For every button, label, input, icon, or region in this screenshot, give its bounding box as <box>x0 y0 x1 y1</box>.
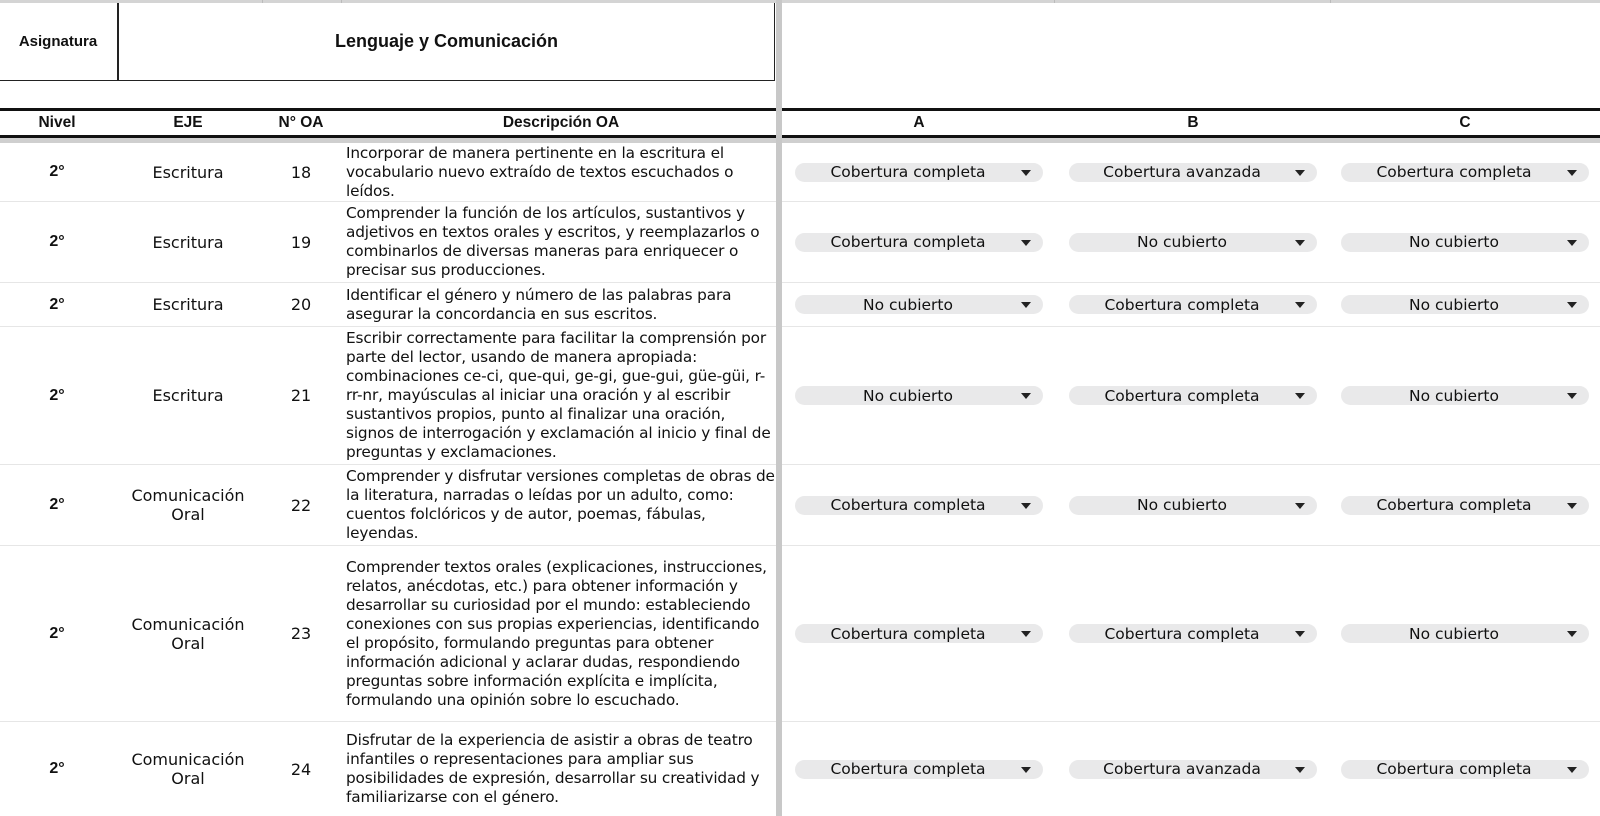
description-text: Disfrutar de la experiencia de asistir a obras de teatro infantiles o representaciones para ampliar sus posibilidades de expresión, desarrollar su creatividad y familiarizarse con el género. <box>346 731 760 806</box>
oa-number-text: 23 <box>290 624 312 643</box>
description-cell[interactable] <box>346 327 776 464</box>
coverage-dropdown-b[interactable] <box>1069 233 1317 252</box>
nivel-text: 2° <box>49 760 65 777</box>
dropdown-value: Cobertura completa <box>830 760 986 778</box>
eje-text: Comunicación Oral <box>131 750 245 788</box>
dropdown-arrow-icon <box>1295 240 1305 246</box>
eje-text: Escritura <box>152 162 224 182</box>
coverage-dropdown-b[interactable] <box>1069 386 1317 405</box>
oa-number-text: 19 <box>290 232 312 252</box>
dropdown-arrow-icon <box>1567 170 1577 176</box>
dropdown-value: No cubierto <box>863 386 953 405</box>
description-cell[interactable] <box>346 546 776 721</box>
nivel-cell[interactable] <box>0 283 114 326</box>
nivel-text: 2° <box>49 163 65 180</box>
coverage-dropdown-a[interactable] <box>795 386 1043 405</box>
dropdown-value: Cobertura completa <box>1104 386 1260 405</box>
oa-number-cell[interactable] <box>262 327 340 464</box>
table-row <box>0 722 1600 816</box>
coverage-cell-a <box>782 327 1056 464</box>
dropdown-arrow-icon <box>1567 302 1577 308</box>
dropdown-value: Cobertura avanzada <box>1103 163 1261 181</box>
description-cell[interactable] <box>346 202 776 282</box>
coverage-cell-b <box>1056 202 1330 282</box>
table-row <box>0 143 1600 202</box>
column-header-row <box>0 108 1600 138</box>
oa-number-text: 22 <box>290 495 312 515</box>
coverage-cell-c <box>1330 143 1600 201</box>
dropdown-arrow-icon <box>1567 240 1577 246</box>
nivel-cell[interactable] <box>0 546 114 721</box>
eje-text: Comunicación Oral <box>131 614 245 653</box>
coverage-dropdown-a[interactable] <box>795 760 1043 779</box>
coverage-dropdown-a[interactable] <box>795 295 1043 314</box>
coverage-dropdown-c[interactable] <box>1341 233 1589 252</box>
eje-cell[interactable] <box>114 327 262 464</box>
coverage-cell-c <box>1330 283 1600 326</box>
coverage-cell-b <box>1056 465 1330 545</box>
description-text: Comprender y disfrutar versiones completas de obras de la literatura, narradas o leídas por un adulto, como: cuentos folclóricos y de autor, poemas, fábulas, leyendas. <box>346 467 775 542</box>
dropdown-arrow-icon <box>1021 240 1031 246</box>
coverage-dropdown-a[interactable] <box>795 163 1043 182</box>
nivel-cell[interactable] <box>0 202 114 282</box>
description-cell[interactable] <box>346 283 776 326</box>
dropdown-arrow-icon <box>1021 170 1031 176</box>
dropdown-value: Cobertura avanzada <box>1103 760 1261 778</box>
coverage-dropdown-a[interactable] <box>795 496 1043 515</box>
column-divider <box>1054 0 1055 3</box>
column-header-nivel[interactable]: Nivel <box>38 114 76 131</box>
dropdown-value: No cubierto <box>1409 624 1499 643</box>
eje-cell[interactable] <box>114 202 262 282</box>
nivel-text: 2° <box>49 496 65 513</box>
table-row <box>0 202 1600 283</box>
column-header-a[interactable]: A <box>913 114 925 131</box>
eje-cell[interactable] <box>114 283 262 326</box>
description-cell[interactable] <box>346 465 776 545</box>
dropdown-arrow-icon <box>1021 631 1031 637</box>
dropdown-value: Cobertura completa <box>830 496 986 514</box>
coverage-dropdown-c[interactable] <box>1341 295 1589 314</box>
eje-cell[interactable] <box>114 143 262 201</box>
oa-number-cell[interactable] <box>262 202 340 282</box>
frozen-columns-divider[interactable] <box>776 0 782 816</box>
dropdown-arrow-icon <box>1021 393 1031 399</box>
dropdown-arrow-icon <box>1295 393 1305 399</box>
dropdown-value: No cubierto <box>1137 233 1227 251</box>
dropdown-value: Cobertura completa <box>1376 760 1532 778</box>
oa-number-text: 20 <box>290 295 312 314</box>
oa-number-cell[interactable] <box>262 465 340 545</box>
dropdown-value: Cobertura completa <box>1376 163 1532 181</box>
coverage-dropdown-b[interactable] <box>1069 163 1317 182</box>
oa-number-text: 18 <box>290 162 312 182</box>
coverage-cell-c <box>1330 546 1600 721</box>
dropdown-value: No cubierto <box>1409 233 1499 251</box>
dropdown-arrow-icon <box>1567 631 1577 637</box>
coverage-cell-a <box>782 546 1056 721</box>
column-header-descripcion[interactable]: Descripción OA <box>502 114 620 131</box>
eje-cell[interactable] <box>114 722 262 816</box>
description-text: Incorporar de manera pertinente en la escritura el vocabulario nuevo extraído de textos escuchados o leídos. <box>346 143 734 200</box>
eje-text: Escritura <box>152 386 224 405</box>
column-divider <box>1330 0 1331 3</box>
eje-text: Comunicación Oral <box>131 486 245 524</box>
dropdown-value: Cobertura completa <box>830 624 986 643</box>
coverage-cell-c <box>1330 465 1600 545</box>
nivel-text: 2° <box>49 233 65 250</box>
coverage-cell-b <box>1056 722 1330 816</box>
dropdown-value: Cobertura completa <box>1376 496 1532 514</box>
coverage-dropdown-c[interactable] <box>1341 624 1589 643</box>
eje-text: Escritura <box>152 232 224 252</box>
dropdown-arrow-icon <box>1021 302 1031 308</box>
dropdown-value: No cubierto <box>1137 496 1227 514</box>
coverage-dropdown-c[interactable] <box>1341 163 1589 182</box>
coverage-dropdown-b[interactable] <box>1069 295 1317 314</box>
coverage-dropdown-c[interactable] <box>1341 760 1589 779</box>
coverage-dropdown-b[interactable] <box>1069 496 1317 515</box>
dropdown-arrow-icon <box>1295 767 1305 773</box>
nivel-cell[interactable] <box>0 465 114 545</box>
oa-number-text: 24 <box>290 759 312 779</box>
coverage-cell-c <box>1330 327 1600 464</box>
nivel-cell[interactable] <box>0 327 114 464</box>
eje-cell[interactable] <box>114 465 262 545</box>
dropdown-arrow-icon <box>1567 503 1577 509</box>
coverage-dropdown-b[interactable] <box>1069 760 1317 779</box>
eje-text: Escritura <box>152 295 224 314</box>
coverage-dropdown-c[interactable] <box>1341 496 1589 515</box>
dropdown-arrow-icon <box>1295 631 1305 637</box>
coverage-cell-c <box>1330 202 1600 282</box>
nivel-text: 2° <box>49 295 65 313</box>
coverage-dropdown-b[interactable] <box>1069 624 1317 643</box>
coverage-cell-a <box>782 143 1056 201</box>
dropdown-arrow-icon <box>1295 170 1305 176</box>
description-text: Comprender la función de los artículos, sustantivos y adjetivos en textos orales y escritos, y reemplazarlos o combinarlos de diversas maneras para enriquecer o precisar sus producciones. <box>346 204 760 279</box>
column-header-c[interactable]: C <box>1459 114 1471 131</box>
description-text: Comprender textos orales (explicaciones, instrucciones, relatos, anécdotas, etc.) para obtener información y desarrollar su curiosidad por el mundo: estableciendo conexiones con sus propias experiencias, identificando el propósito, formulando preguntas para obtener información adicional y aclarar dudas, respondiendo preguntas sobre información explícita e implícita, formulando una opinión sobre lo escuchado. <box>346 557 767 709</box>
column-header-eje[interactable]: EJE <box>173 114 203 131</box>
oa-number-cell[interactable] <box>262 722 340 816</box>
description-cell[interactable] <box>346 143 776 201</box>
dropdown-arrow-icon <box>1021 503 1031 509</box>
coverage-cell-b <box>1056 283 1330 326</box>
coverage-dropdown-a[interactable] <box>795 624 1043 643</box>
column-header-num-oa[interactable]: N° OA <box>278 114 324 131</box>
coverage-dropdown-c[interactable] <box>1341 386 1589 405</box>
description-text: Escribir correctamente para facilitar la comprensión por parte del lector, usando de manera apropiada: combinaciones ce-ci, que-qui, ge-gi, gue-gui, güe-güi, r-rr-nr, mayúsculas al iniciar una oración y al escribir sustantivos propios, punto al finalizar una oración, signos de interrogación y exclamación al inicio y final de preguntas y exclamaciones. <box>346 329 771 461</box>
coverage-dropdown-a[interactable] <box>795 233 1043 252</box>
coverage-cell-b <box>1056 546 1330 721</box>
dropdown-value: Cobertura completa <box>1104 295 1260 314</box>
coverage-cell-a <box>782 283 1056 326</box>
nivel-cell[interactable] <box>0 722 114 816</box>
coverage-cell-a <box>782 722 1056 816</box>
dropdown-arrow-icon <box>1021 767 1031 773</box>
coverage-cell-a <box>782 202 1056 282</box>
subject-label: Asignatura <box>0 3 119 80</box>
coverage-cell-c <box>1330 722 1600 816</box>
eje-cell[interactable] <box>114 546 262 721</box>
nivel-text: 2° <box>49 386 65 404</box>
dropdown-arrow-icon <box>1567 767 1577 773</box>
table-row <box>0 283 1600 327</box>
dropdown-arrow-icon <box>1295 503 1305 509</box>
nivel-cell[interactable] <box>0 143 114 201</box>
oa-number-cell[interactable] <box>262 143 340 201</box>
description-text: Identificar el género y número de las palabras para asegurar la concordancia en sus escritos. <box>346 285 732 323</box>
dropdown-value: Cobertura completa <box>830 163 986 181</box>
subject-header <box>0 3 775 81</box>
dropdown-arrow-icon <box>1295 302 1305 308</box>
oa-number-cell[interactable] <box>262 283 340 326</box>
description-cell[interactable] <box>346 722 776 816</box>
table-row <box>0 546 1600 722</box>
subject-value[interactable]: Lenguaje y Comunicación <box>334 31 559 51</box>
dropdown-value: Cobertura completa <box>1104 624 1260 643</box>
oa-number-cell[interactable] <box>262 546 340 721</box>
oa-number-text: 21 <box>290 386 312 405</box>
dropdown-value: No cubierto <box>1409 386 1499 405</box>
dropdown-arrow-icon <box>1567 393 1577 399</box>
dropdown-value: No cubierto <box>863 295 953 314</box>
coverage-cell-a <box>782 465 1056 545</box>
table-row <box>0 327 1600 465</box>
coverage-cell-b <box>1056 143 1330 201</box>
dropdown-value: No cubierto <box>1409 295 1499 314</box>
nivel-text: 2° <box>49 624 65 642</box>
coverage-cell-b <box>1056 327 1330 464</box>
column-header-b[interactable]: B <box>1187 114 1199 131</box>
table-row <box>0 465 1600 546</box>
dropdown-value: Cobertura completa <box>830 233 986 251</box>
